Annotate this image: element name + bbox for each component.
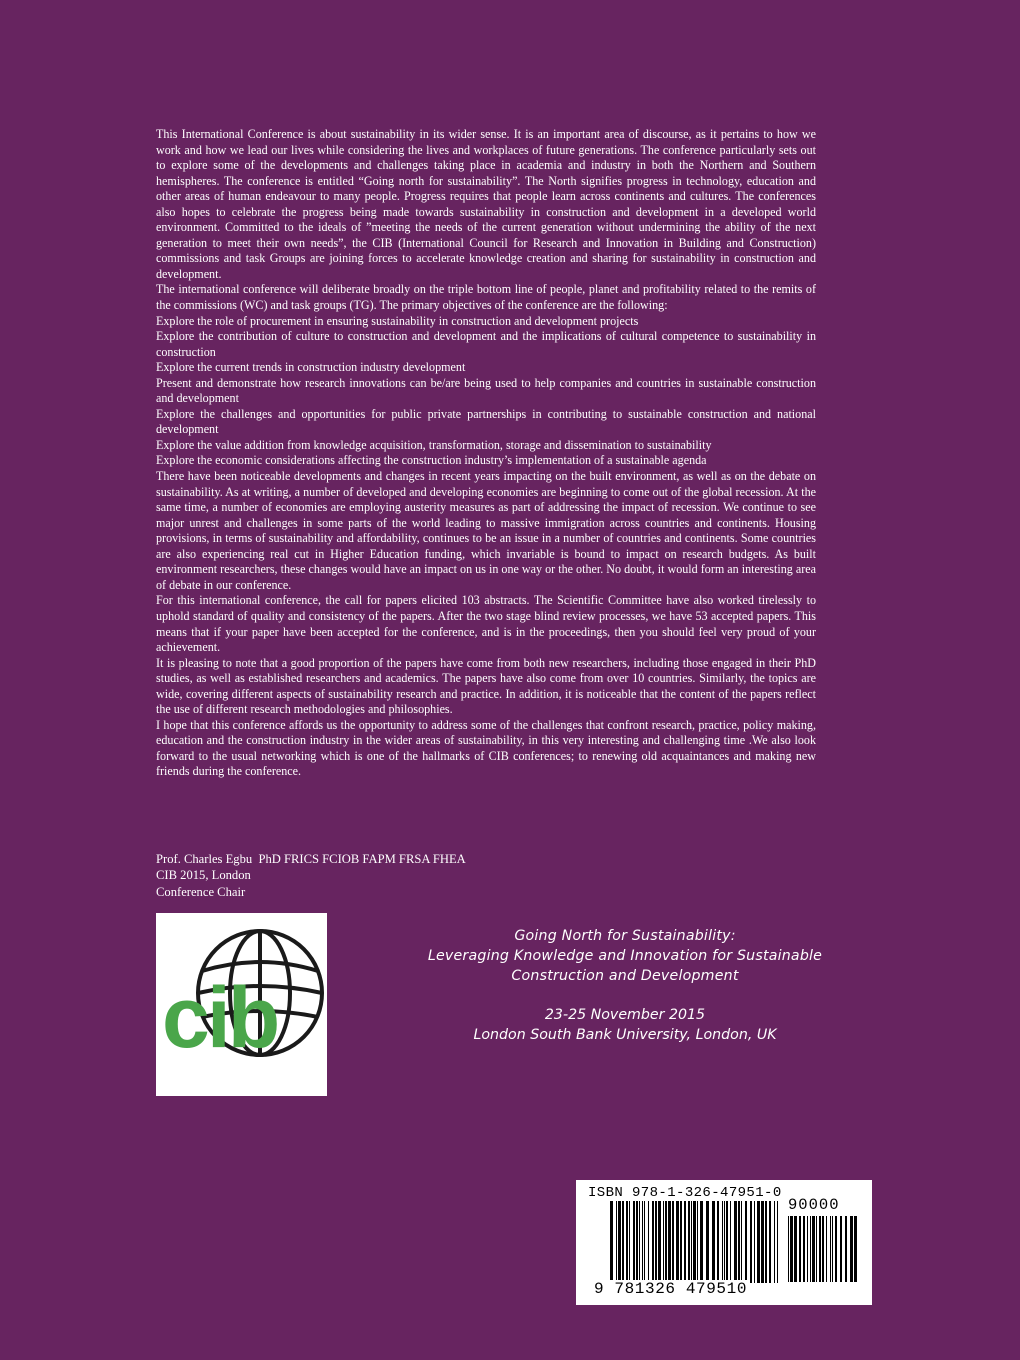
barcode-bar [738, 1201, 740, 1283]
barcode-bar [672, 1201, 674, 1283]
barcode-bar [734, 1201, 737, 1283]
barcode-bar [822, 1216, 824, 1282]
objective-item: Explore the role of procurement in ensuring sustainability in construction and development projects [156, 313, 639, 328]
barcode-bar [636, 1201, 638, 1283]
intro-paragraph: This International Conference is about sustainability in its wider sense. It is an important area of discourse, as it pertains to how we work and how we lead our lives while considering the lives and workplaces of future generations. The conference particularly sets out to explore some of the developments and challenges taking place in academia and industry in both the Northern and Southern hemispheres. The conference is entitled “Going north for sustainability”. The North signifies progress in technology, education and other areas of human endeavour to many people. Progress requires that people learn across continents and cultures. The conferences also hopes to celebrate the progress being made towards sustainability in construction and development in a developed world environment. Committed to the ideals of ”meeting the needs of the current generation without undermining the ability of the next generation to meet their own needs”, the CIB (International Council for Research and Innovation in Building and Construction) commissions and task Groups are joining forces to accelerate knowledge creation and sharing for sustainability in construction and development. [156, 127, 816, 281]
barcode-bar [810, 1216, 811, 1282]
barcode-bar [745, 1201, 747, 1283]
barcode-bar [769, 1201, 771, 1283]
barcode-bar [706, 1201, 709, 1283]
barcode-bar [684, 1201, 686, 1283]
barcode-bar [610, 1201, 613, 1283]
back-cover-text [156, 127, 816, 780]
barcode-bar [819, 1216, 821, 1282]
barcode-bar [790, 1216, 793, 1282]
barcode-bar [765, 1201, 767, 1283]
body-paragraph: There have been noticeable developments and changes in recent years impacting on the built environment, as well as on the debate on sustainability. As at writing, a number of developed and developing economies are beginning to come out of the global recession. At the same time, a number of economies are employing austerity measures as part of addressing the impact of recession. We continue to see major unrest and challenges in some parts of the world leading to massive immigration across countries and continents. Housing provisions, in terms of sustainability and affordability, continues to be an issue in a number of countries and continents. Some countries are also experiencing real cut in Higher Education funding, which invariable is bound to impact on research budgets. As built environment researchers, these changes would have an impact on us in one way or the other. No doubt, it would form an interesting area of debate in our conference. [156, 469, 816, 592]
cib-logo-text: cib [162, 970, 278, 1066]
body-paragraph: For this international conference, the call for papers elicited 103 abstracts. The Scientific Committee have also worked tirelessly to uphold standard of quality and consistency of the papers. After the two stage blind review processes, we have 53 accepted papers. This means that if your paper have been accepted for the conference, and is in the proceedings, then you should feel very proud of your achievement. [156, 593, 816, 655]
event-title-line2: Leveraging Knowledge and Innovation for Sustainable [427, 948, 823, 964]
barcode-bar [750, 1201, 752, 1283]
barcode-bar [691, 1201, 692, 1283]
barcode-bar [633, 1201, 635, 1283]
isbn-barcode [576, 1180, 872, 1305]
objective-item: Explore the challenges and opportunities for public private partnerships in contributing to sustainable construction and national development [156, 406, 816, 437]
barcode-bar [812, 1216, 815, 1282]
intro-paragraph: The international conference will deliberate broadly on the triple bottom line of people, planet and profitability related to the remits of the commissions (WC) and task groups (TG). The primary objectives of the conference are the following: [156, 282, 816, 313]
barcode-bar [757, 1201, 760, 1283]
body-paragraph: It is pleasing to note that a good proportion of the papers have come from both new researchers, including those engaged in their PhD studies, as well as established researchers and academics. The papers have also come from over 10 countries. Similarly, the topics are wide, covering different aspects of sustainability research and practice. In addition, it is noticeable that the content of the papers reflect the use of different research methodologies and philosophies. [156, 655, 816, 717]
barcode-bar [668, 1201, 671, 1283]
barcode-bar [688, 1201, 690, 1283]
barcode-bar [639, 1201, 640, 1283]
objective-item: Present and demonstrate how research innovations can be/are being used to help companies and countries in sustainable construction and development [156, 375, 816, 406]
barcode-bar [850, 1216, 853, 1282]
barcode-bar [712, 1201, 715, 1283]
objective-item: Explore the economic considerations affecting the construction industry’s implementation of a sustainable agenda [156, 453, 707, 468]
event-dates: 23-25 November 2015 [544, 1007, 706, 1023]
barcode-bar [799, 1216, 801, 1282]
barcode-bar [788, 1216, 789, 1282]
barcode-bar [652, 1201, 654, 1283]
body-paragraph: I hope that this conference affords us the opportunity to address some of the challenges that confront research, practice, policy making, education and the construction industry in the wider areas of sustainability, in this very interesting and challenging time .We also look forward to the usual networking which is one of the hallmarks of CIB conferences; to renewing old acquaintances and making new friends during the conference. [156, 717, 816, 779]
barcode-bar [697, 1201, 698, 1283]
isbn-label: ISBN 978-1-326-47951-0 [588, 1185, 782, 1201]
barcode-bar [629, 1201, 630, 1283]
barcode-bar [626, 1201, 628, 1283]
barcode-bar [658, 1201, 661, 1283]
signature-name: Prof. Charles Egbu PhD FRICS FCIOB FAPM FRSA FHEA [156, 852, 466, 866]
barcode-bar [794, 1216, 797, 1282]
barcode-bar [676, 1201, 679, 1283]
objective-item: Explore the value addition from knowledge acquisition, transformation, storage and dissemination to sustainability [156, 437, 712, 452]
barcode-bar [816, 1216, 817, 1282]
signature-block [156, 851, 466, 900]
barcode-bar [655, 1201, 657, 1283]
barcode-bar [807, 1216, 808, 1282]
event-info [340, 926, 910, 1045]
cib-logo [156, 913, 327, 1096]
event-title-line1: Going North for Sustainability: [514, 928, 736, 944]
signature-role: Conference Chair [156, 884, 246, 899]
barcode-bar [840, 1216, 842, 1282]
barcode-bar [680, 1201, 682, 1283]
barcode-bar [644, 1201, 645, 1283]
barcode-bar [830, 1216, 831, 1282]
signature-event: CIB 2015, London [156, 868, 251, 883]
barcode-bar [616, 1201, 617, 1283]
barcode-bar [754, 1201, 755, 1283]
cib-logo-box [156, 913, 327, 1096]
objective-item: Explore the contribution of culture to construction and development and the implications of cultural competence to sustainability in construction [156, 329, 816, 359]
barcode-bar [722, 1201, 723, 1283]
barcode-bar [622, 1201, 624, 1283]
barcode-bar [845, 1216, 847, 1282]
barcode-bar [700, 1201, 703, 1283]
barcode-bar [717, 1201, 719, 1283]
ean-barcode-bars [610, 1201, 780, 1283]
barcode-bar [648, 1201, 649, 1283]
barcode-bar [730, 1201, 731, 1283]
barcode-bar [663, 1201, 664, 1283]
barcode-bar [832, 1216, 833, 1282]
barcode-bar [726, 1201, 728, 1283]
barcode-bar [724, 1201, 725, 1283]
ean-digits: 9 781326 479510 [594, 1280, 748, 1298]
barcode-bar [741, 1201, 742, 1283]
barcode-bar [803, 1216, 805, 1282]
barcode-bar [693, 1201, 696, 1283]
barcode-bar [826, 1216, 827, 1282]
event-venue: London South Bank University, London, UK [473, 1027, 777, 1043]
barcode-bar [642, 1201, 643, 1283]
barcode-bar [665, 1201, 667, 1283]
price-code: 90000 [788, 1196, 840, 1214]
barcode-bar [774, 1201, 775, 1283]
barcode-bar [761, 1201, 764, 1283]
objective-item: Explore the current trends in construction industry development [156, 360, 466, 375]
barcode-bar [854, 1216, 857, 1282]
addon-barcode-bars [788, 1216, 858, 1282]
event-title-line3: Construction and Development [511, 968, 739, 984]
barcode-bar [618, 1201, 621, 1283]
barcode-bar [835, 1216, 837, 1282]
barcode-bar [777, 1201, 778, 1283]
